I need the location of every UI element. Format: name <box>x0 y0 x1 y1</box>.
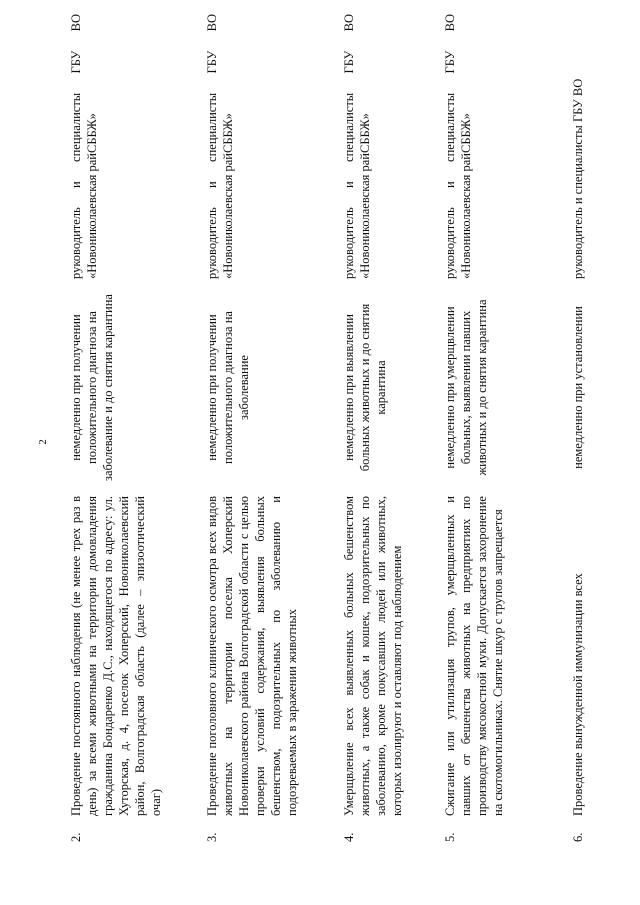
row-term: немедленно при выявлении больных животных и до снятия карантина <box>342 303 388 472</box>
row-number: 4. <box>342 832 356 842</box>
row-number: 2. <box>69 832 83 842</box>
row-term: немедленно при получении положительного диагноза на заболевание <box>205 311 251 464</box>
row-number: 5. <box>443 832 457 842</box>
row-action: Проведение постоянного наблюдения (не менее трех раз в день) за всеми животными на территории домовладения гражданина Бондаренко Д.С., находящегося по адресу: ул. Хуторская, д. 4, поселок Хоперский, Новониколаевский район, Волгоградская область (далее – эпизоотический очаг) <box>69 496 163 816</box>
row-number: 3. <box>205 832 219 842</box>
row-responsible: руководитель и специалисты ГБУ ВО <box>571 78 585 279</box>
row-action: Умерщвление всех выявленных больных бешенством животных, а также собак и кошек, подозрительных по заболеванию, кроме покусавших людей или животных, которых изолируют и оставляют под наблюдением <box>342 496 404 816</box>
row-action: Проведение вынужденной иммунизации всех <box>571 573 585 816</box>
row-responsible: руководитель и специалисты ГБУ ВО «Новониколаевская райСББЖ» <box>342 14 372 279</box>
row-term: немедленно при умерщвлении больных, выявлении павших животных и до снятия карантина <box>443 299 489 476</box>
row-term: немедленно при установлении <box>571 306 585 469</box>
row-number: 6. <box>571 832 585 842</box>
row-action: Проведение поголовного клинического осмотра всех видов животных на территории поселка Хоперский Новониколаевского района Волгоградской области с целью проверки условий содержания, выявления больных бешенством, подозрительных по заболеванию и подозреваемых в заражении животных <box>205 496 299 816</box>
row-responsible: руководитель и специалисты ГБУ ВО «Новониколаевская райСББЖ» <box>69 14 99 279</box>
row-term: немедленно при получении положительного диагноза на заболевание и до снятия карантина <box>69 294 115 481</box>
page-number: 2 <box>37 439 49 445</box>
row-responsible: руководитель и специалисты ГБУ ВО «Новониколаевская райСББЖ» <box>205 14 235 279</box>
row-responsible: руководитель и специалисты ГБУ ВО «Новониколаевская райСББЖ» <box>443 14 473 279</box>
row-action: Сжигание или утилизация трупов, умерщвленных и павших от бешенства животных на предприятиях по производству мясокостной муки. Допускается захоронение на скотомогильниках. Снятие шкур с трупов запрещается <box>443 496 505 816</box>
